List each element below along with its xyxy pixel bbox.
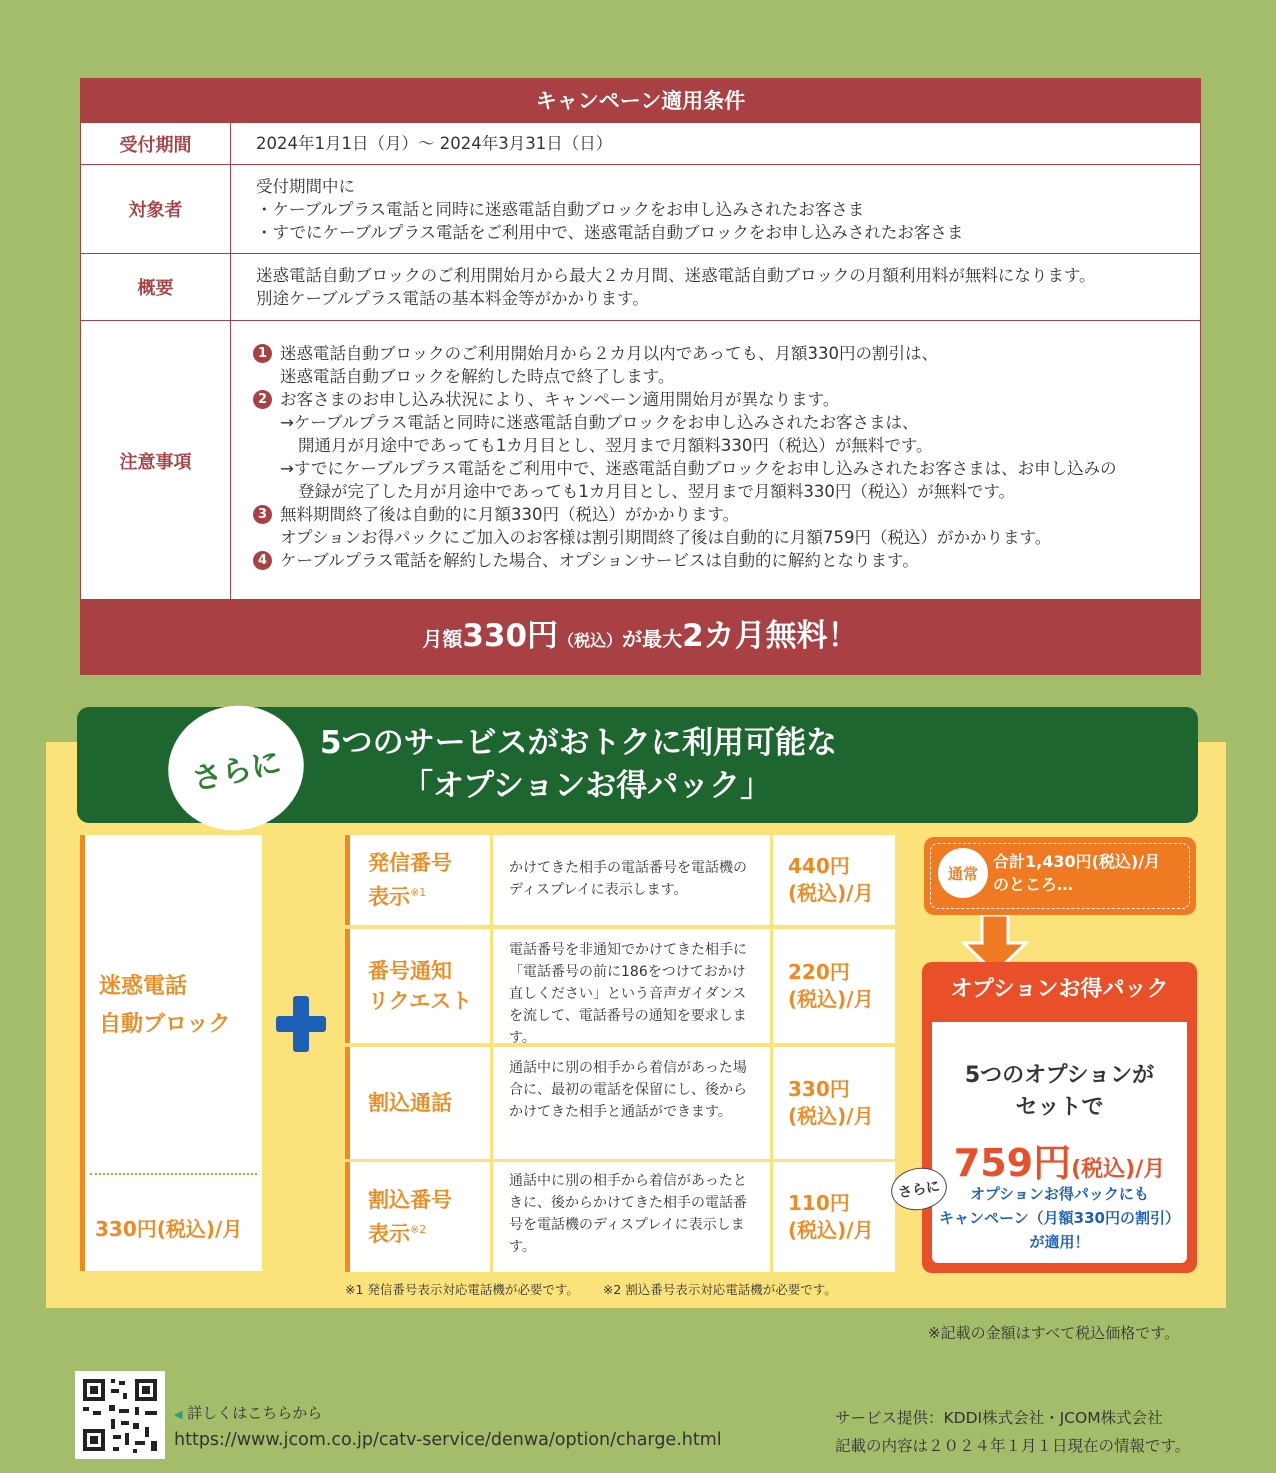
summary-value <box>256 264 1190 310</box>
provider-text: サービス提供：KDDI株式会社・JCOM株式会社 <box>835 1409 1163 1427</box>
option-pack-box <box>922 962 1197 1273</box>
pack-set-line: セットで <box>1015 1095 1104 1120</box>
option-price: 330円 (税込)/月 <box>773 1047 895 1159</box>
option-row <box>345 1047 895 1159</box>
option-row <box>345 929 895 1046</box>
pack-content <box>932 1022 1187 1263</box>
qr-code-icon[interactable] <box>75 1371 165 1459</box>
target-row <box>81 165 1200 254</box>
pack-campaign-text <box>932 1182 1187 1254</box>
note-line: オプションお得パックにご加入のお客様は割引期間終了後は自動的に月額759円（税込）がかかります。 <box>280 528 1052 547</box>
note-number: 1 <box>253 344 272 363</box>
option-description: 通話中に別の相手から着信があった場合に、最初の電話を保留にし、後からかけてきた相手と通話ができます。 <box>493 1047 770 1159</box>
pack-price-unit: (税込)/月 <box>1071 1157 1166 1182</box>
campaign-conditions-table <box>80 78 1201 675</box>
main-service-card <box>80 835 262 1271</box>
option-description: かけてきた相手の電話番号を電話機のディスプレイに表示します。 <box>493 835 770 925</box>
divider <box>90 1173 257 1175</box>
period-label: 受付期間 <box>81 123 231 164</box>
headline-tax: （税込） <box>558 631 623 650</box>
heading-line: 「オプションお得パック」 <box>402 768 772 804</box>
as-of-text: 記載の内容は２０２４年１月１日現在の情報です。 <box>835 1437 1191 1455</box>
note-line: お客さまのお申し込み状況により、キャンペーン適用開始月が異なります。 <box>280 390 840 409</box>
tax-note: ※記載の金額はすべて税込価格です。 <box>928 1324 1180 1342</box>
summary-line: 迷惑電話自動ブロックのご利用開始月から最大２カ月間、迷惑電話自動ブロックの月額利用料が無料になります。 <box>256 266 1096 285</box>
option-row <box>345 1162 895 1272</box>
note-item <box>253 388 1190 503</box>
headline-price: 330円 <box>462 618 559 654</box>
note-item <box>253 549 1190 572</box>
option-name: 発信番号 表示$^{※1}$ <box>345 835 490 925</box>
period-value: 2024年1月1日（月）～ 2024年3月31日（日） <box>256 134 613 153</box>
service-name-line: 迷惑電話 <box>99 974 188 999</box>
pack-set-text <box>932 1060 1187 1124</box>
option-price: 220円 (税込)/月 <box>773 929 895 1043</box>
summary-line: 別途ケーブルプラス電話の基本料金等がかかります。 <box>256 289 649 308</box>
provider-info <box>835 1404 1190 1460</box>
note-item <box>253 342 1190 388</box>
info-url-link[interactable]: https://www.jcom.co.jp/catv-service/denwa/option/charge.html <box>174 1430 722 1450</box>
note-number: 4 <box>253 551 272 570</box>
option-name: 割込番号 表示$^{※2}$ <box>345 1162 490 1272</box>
main-service-name <box>99 968 231 1044</box>
headline-months: 2カ月無料！ <box>682 618 859 654</box>
more-info-text: 詳しくはこちらから <box>187 1404 323 1422</box>
pack-set-line: 5つのオプションが <box>964 1063 1155 1088</box>
normal-badge: 通常 <box>938 848 988 898</box>
note-item <box>253 503 1190 549</box>
option-row <box>345 835 895 925</box>
heading-line: 5つのサービスがおトクに利用可能な <box>320 725 837 761</box>
pack-price <box>932 1132 1187 1187</box>
option-price: 110円 (税込)/月 <box>773 1162 895 1272</box>
pack-campaign-line: キャンペーン（月額330円の割引） <box>938 1209 1180 1227</box>
normal-price-text <box>993 850 1160 896</box>
footnote: ※1 発信番号表示対応電話機が必要です。 <box>345 1282 579 1297</box>
notes-row <box>81 321 1200 600</box>
note-line: →ケーブルプラス電話と同時に迷惑電話自動ブロックをお申し込みされたお客さまは、 <box>280 413 919 432</box>
sarani-small-badge: さらに <box>888 1163 950 1214</box>
target-line: ・ケーブルプラス電話と同時に迷惑電話自動ブロックをお申し込みされたお客さま <box>256 200 865 219</box>
note-line: 迷惑電話自動ブロックを解約した時点で終了します。 <box>280 367 675 386</box>
target-line: ・すでにケーブルプラス電話をご利用中で、迷惑電話自動ブロックをお申し込みされたお客さま <box>256 223 964 242</box>
pack-campaign-line: が適用！ <box>1029 1233 1090 1251</box>
footnote: ※2 割込番号表示対応電話機が必要です。 <box>602 1282 837 1297</box>
target-value <box>256 175 1190 244</box>
note-line: 迷惑電話自動ブロックのご利用開始月から２カ月以内であっても、月額330円の割引は、 <box>280 344 938 363</box>
note-number: 3 <box>253 505 272 524</box>
headline-text: が最大 <box>622 627 683 651</box>
note-line: ケーブルプラス電話を解約した場合、オプションサービスは自動的に解約となります。 <box>280 551 919 570</box>
pack-campaign-line: オプションお得パックにも <box>970 1185 1149 1203</box>
option-footnotes <box>345 1280 837 1298</box>
note-number: 2 <box>253 390 272 409</box>
notes-list <box>253 342 1190 572</box>
pack-price-value: 759円 <box>953 1141 1072 1185</box>
target-line: 受付期間中に <box>256 177 355 196</box>
service-name-line: 自動ブロック <box>99 1012 231 1037</box>
note-line: 開通月が月途中であっても1カ月目とし、翌月まで月額料330円（税込）が無料です。 <box>298 436 933 455</box>
plus-icon <box>276 996 326 1052</box>
period-row <box>81 123 1200 165</box>
pack-title: オプションお得パック <box>950 977 1169 1002</box>
option-name: 番号通知 リクエスト <box>345 929 490 1043</box>
normal-line: のところ… <box>993 875 1074 894</box>
main-service-price: 330円(税込)/月 <box>95 1217 243 1241</box>
note-line: 無料期間終了後は自動的に月額330円（税込）がかかります。 <box>280 505 740 524</box>
notes-label: 注意事項 <box>81 321 231 600</box>
option-name: 割込通話 <box>345 1047 490 1159</box>
note-line: 登録が完了した月が月途中であっても1カ月目とし、翌月まで月額料330円（税込）が無料です。 <box>298 482 1016 501</box>
campaign-headline <box>81 599 1200 674</box>
triangle-left-icon: ◀ <box>174 1408 183 1421</box>
summary-label: 概要 <box>81 254 231 320</box>
more-info-label <box>174 1402 322 1423</box>
headline-text: 月額 <box>422 627 463 651</box>
campaign-title: キャンペーン適用条件 <box>81 79 1200 123</box>
option-pack-heading <box>320 722 837 808</box>
target-label: 対象者 <box>81 165 231 253</box>
sarani-badge: さらに <box>157 693 316 843</box>
option-description: 電話番号を非通知でかけてきた相手に「電話番号の前に186をつけておかけ直しください」という音声ガイダンスを流して、電話番号の通知を要求します。 <box>493 929 770 1043</box>
summary-row <box>81 254 1200 321</box>
option-description: 通話中に別の相手から着信があったときに、後からかけてきた相手の電話番号を電話機のディスプレイに表示します。 <box>493 1162 770 1272</box>
normal-line: 合計1,430円(税込)/月 <box>993 852 1161 871</box>
note-line: →すでにケーブルプラス電話をご利用中で、迷惑電話自動ブロックをお申し込みされたお客さまは、お申し込みの <box>280 459 1117 478</box>
option-price: 440円 (税込)/月 <box>773 835 895 925</box>
